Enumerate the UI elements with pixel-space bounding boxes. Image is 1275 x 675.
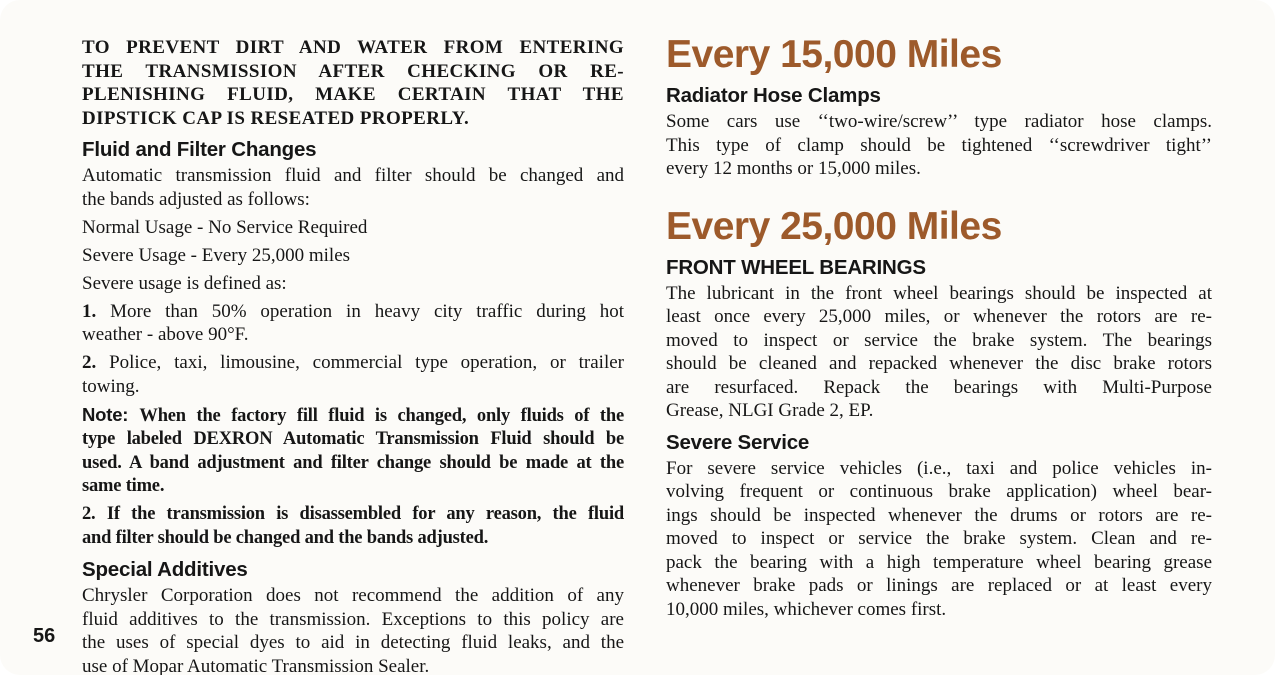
paragraph: [666, 110, 1212, 181]
text-line: volving frequent or continuous brake application) wheel bear-: [666, 481, 1212, 502]
text-line: 10,000 miles, whichever comes first.: [666, 598, 947, 620]
text-line: pack the bearing with a high temperature wheel bearing grease: [666, 551, 1212, 573]
paragraph: [666, 282, 1212, 423]
left-column: [82, 36, 624, 675]
text-line: least once every 25,000 miles, or whenever the rotors are re-: [666, 306, 1212, 327]
line-prefix: 2.: [82, 352, 110, 373]
paragraph: [82, 216, 624, 240]
text-line: are resurfaced. Repack the bearings with Multi-Purpose: [666, 376, 1212, 398]
right-column: [666, 34, 1212, 626]
paragraph: [82, 244, 624, 268]
warning-paragraph: [82, 36, 624, 130]
text-line: use of Mopar Automatic Transmission Sealer.: [82, 655, 430, 675]
text-line: every 12 months or 15,000 miles.: [666, 158, 921, 179]
text-line: THE TRANSMISSION AFTER CHECKING OR RE-: [82, 60, 624, 82]
text-line: 2. Police, taxi, limousine, commercial type operation, or trailer: [82, 352, 624, 373]
section-heading: Fluid and Filter Changes: [82, 138, 317, 161]
text-line: Note: When the factory fill fluid is changed, only fluids of the: [82, 403, 624, 426]
paragraph: [82, 503, 624, 550]
text-line: type labeled DEXRON Automatic Transmission Fluid should be: [82, 429, 624, 449]
text-line: the uses of special dyes to aid in detecting fluid leaks, and the: [82, 632, 624, 653]
text-line: 1. More than 50% operation in heavy city traffic during hot: [82, 300, 624, 322]
big-interval-heading: Every 25,000 Miles: [666, 204, 1002, 248]
text-line: Automatic transmission fluid and filter should be changed and: [82, 165, 624, 186]
line-prefix: Note:: [82, 403, 140, 425]
text-line: Normal Usage - No Service Required: [82, 216, 368, 238]
text-line: should be cleaned and repacked whenever the disc brake rotors: [666, 353, 1212, 374]
text-line: This type of clamp should be tightened ‘‘screwdriver tight’’: [666, 134, 1212, 156]
text-line: PLENISHING FLUID, MAKE CERTAIN THAT THE: [82, 84, 624, 105]
text-line: towing.: [82, 375, 140, 397]
text-line: 2. If the transmission is disassembled for any reason, the fluid: [82, 504, 624, 524]
big-interval-heading: Every 15,000 Miles: [666, 33, 1002, 76]
paragraph: [82, 164, 624, 211]
paragraph: [82, 300, 624, 347]
text-line: Chrysler Corporation does not recommend the addition of any: [82, 585, 624, 606]
text-line: weather - above 90°F.: [82, 324, 249, 345]
text-line: the bands adjusted as follows:: [82, 188, 310, 210]
text-line: moved to inspect or service the brake system. The bearings: [666, 329, 1212, 351]
text-line: whenever brake pads or linings are replaced or at least every: [666, 575, 1212, 596]
section-heading: FRONT WHEEL BEARINGS: [666, 255, 926, 279]
page-number: 56: [33, 625, 56, 647]
section-heading: Severe Service: [666, 430, 810, 454]
text-line: same time.: [82, 476, 165, 496]
paragraph: [82, 584, 624, 675]
text-line: Grease, NLGI Grade 2, EP.: [666, 400, 874, 421]
text-line: TO PREVENT DIRT AND WATER FROM ENTERING: [82, 37, 624, 58]
text-line: used. A band adjustment and filter change should be made at the: [82, 452, 624, 473]
line-prefix: 1.: [82, 300, 111, 322]
paragraph: [82, 351, 624, 398]
paragraph: [82, 403, 624, 499]
text-line: fluid additives to the transmission. Exceptions to this policy are: [82, 608, 624, 630]
text-line: ings should be inspected whenever the drums or rotors are re-: [666, 504, 1212, 526]
text-line: DIPSTICK CAP IS RESEATED PROPERLY.: [82, 107, 470, 129]
text-line: The lubricant in the front wheel bearings should be inspected at: [666, 282, 1212, 304]
text-line: moved to inspect or service the brake system. Clean and re-: [666, 528, 1212, 549]
paragraph: [666, 457, 1212, 622]
section-heading: Radiator Hose Clamps: [666, 84, 881, 107]
text-line: Some cars use ‘‘two-wire/screw’’ type radiator hose clamps.: [666, 111, 1212, 132]
text-line: Severe usage is defined as:: [82, 272, 287, 294]
paragraph: [82, 272, 624, 296]
section-heading: Special Additives: [82, 558, 248, 581]
text-line: For severe service vehicles (i.e., taxi and police vehicles in-: [666, 457, 1212, 479]
text-line: and filter should be changed and the bands adjusted.: [82, 527, 489, 548]
text-line: Severe Usage - Every 25,000 miles: [82, 244, 351, 266]
